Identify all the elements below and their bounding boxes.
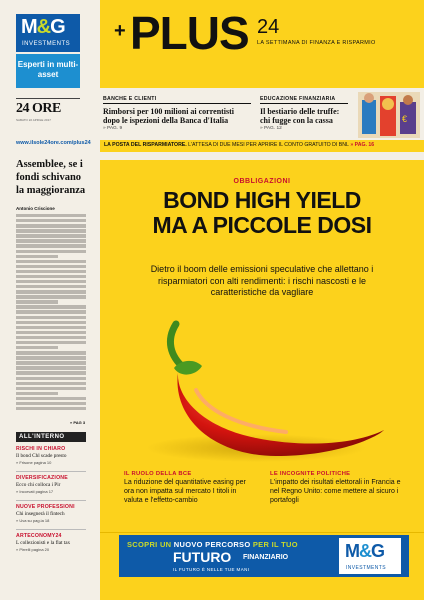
bar-text: L'ATTESA DI DUE MESI PER APRIRE IL CONTO GRATUITO DI BNL <box>188 142 349 148</box>
body-text-line <box>16 321 86 324</box>
bar-label: LA POSTA DEL RISPARMIATORE. <box>104 142 187 148</box>
body-text-line <box>16 387 86 390</box>
mg-logo-box[interactable] <box>16 14 80 52</box>
body-text-line <box>16 366 86 369</box>
divider <box>100 532 424 533</box>
plus-number: 24 <box>257 16 280 38</box>
body-text-line <box>16 402 86 405</box>
inside-item-page: » Frisone pagina 10 <box>16 460 52 465</box>
body-text-line <box>16 346 58 349</box>
main-story <box>100 160 424 600</box>
body-text-line <box>16 356 86 359</box>
inside-item-page: » Uva su pag.ia 18 <box>16 518 50 523</box>
ad-mg-logo <box>339 538 401 574</box>
body-text-line <box>16 260 86 263</box>
teaser-educazione[interactable] <box>260 96 348 131</box>
body-text-line <box>16 214 86 217</box>
inside-item-page: » Pirrelli pagina 20 <box>16 547 50 552</box>
inside-item-page: » Incorvati pagina 17 <box>16 489 54 494</box>
inside-item-section: DIVERSIFICAZIONE <box>16 475 68 481</box>
masthead-name: 24 ORE <box>16 101 61 116</box>
body-text-line <box>16 407 86 410</box>
main-headline[interactable] <box>100 188 424 239</box>
teaser-page: » PAG. 12 <box>260 126 282 132</box>
teaser-title: Il bestiario delle truffe: chi fugge con la cassa <box>260 107 340 126</box>
col-text: La riduzione del quantitative easing per ora non impatta sul mercato I titoli in valuta e l'effetto-cambio <box>124 479 246 504</box>
inside-heading: ALL'INTERNO <box>16 432 86 442</box>
divider <box>16 529 86 530</box>
body-text-line <box>16 377 86 380</box>
main-section: OBBLIGAZIONI <box>233 178 291 185</box>
body-text-line <box>16 265 86 268</box>
body-text-line <box>16 234 86 237</box>
inside-item[interactable] <box>16 533 86 552</box>
body-text-line <box>16 382 86 385</box>
ad-logo-sub: INVESTMENTS <box>346 565 386 571</box>
body-text-line <box>16 310 86 313</box>
inside-item-section: RISCHI IN CHIARO <box>16 446 66 452</box>
body-text-line <box>16 280 86 283</box>
bce-box[interactable] <box>124 471 256 506</box>
body-text-line <box>16 229 86 232</box>
lead-author: Antonio Criscione <box>16 206 55 211</box>
col-section: LE INCOGNITE POLITICHE <box>270 471 351 477</box>
ad-line3: IL FUTURO È NELLE TUE MANI <box>173 567 250 572</box>
col-section: IL RUOLO DELLA BCE <box>124 471 192 477</box>
lead-page-ref: » PAG 3 <box>70 420 86 425</box>
teaser-category: EDUCAZIONE FINANZIARIA <box>260 96 348 104</box>
inside-item-title: Chi insegnerà il fintech <box>16 511 65 517</box>
body-text-line <box>16 250 86 253</box>
lead-body-text <box>16 214 86 412</box>
promo-esperti[interactable]: Esperti in multi-asset <box>16 54 80 88</box>
body-text-line <box>16 371 86 374</box>
inside-item-section: ARTECONOMY24 <box>16 533 62 539</box>
body-text-line <box>16 239 86 242</box>
ad-logo-text: M&G <box>345 541 385 561</box>
body-text-line <box>16 290 86 293</box>
body-text-line <box>16 351 86 354</box>
body-text-line <box>16 305 86 308</box>
bar-page: » PAG. 16 <box>350 142 375 148</box>
main-headline-line1: BOND HIGH YIELD <box>163 187 361 213</box>
ad-line1-c: PER IL TUO <box>252 540 298 549</box>
posta-risparmiatore-bar[interactable] <box>100 140 424 152</box>
body-text-line <box>16 244 86 247</box>
body-text-line <box>16 285 86 288</box>
body-text-line <box>16 341 86 344</box>
body-text-line <box>16 255 58 258</box>
teaser-banche[interactable] <box>103 96 251 131</box>
body-text-line <box>16 224 86 227</box>
body-text-line <box>16 295 86 298</box>
left-column <box>0 0 100 600</box>
inside-item-title: Ecco chi colloca i Pir <box>16 482 61 488</box>
politica-box[interactable] <box>270 471 410 506</box>
ad-line2b: FINANZIARIO <box>243 554 289 561</box>
teaser-title: Rimborsi per 100 milioni ai correntisti dopo le ispezioni della Banca d'Italia <box>103 107 235 126</box>
svg-text:€: € <box>402 114 408 124</box>
inside-item[interactable] <box>16 446 86 465</box>
mg-advert[interactable] <box>119 535 409 577</box>
masthead <box>16 98 80 123</box>
ad-line1-b: NUOVO PERCORSO <box>173 540 251 549</box>
chili-pepper-image <box>136 310 396 470</box>
teasers <box>100 92 424 138</box>
divider <box>16 500 86 501</box>
body-text-line <box>16 397 86 400</box>
ad-line2: FUTURO <box>173 549 232 565</box>
ad-line1-a: SCOPRI UN <box>127 540 172 549</box>
body-text-line <box>16 316 86 319</box>
inside-item-title: Il bond Chl scade presto <box>16 453 67 459</box>
inside-item-title: L collezionisti e la flat tax <box>16 540 71 546</box>
inside-item[interactable] <box>16 475 86 494</box>
ad-line1 <box>127 540 298 549</box>
body-text-line <box>16 270 86 273</box>
col-text: L'impatto dei risultati elettorali in Francia e nel Regno Unito: come mettere al sicuro i portafogli <box>270 479 401 504</box>
masthead-date: SABATO 22 APRILE 2017 <box>16 118 51 122</box>
teaser-page: » PAG. 9 <box>103 126 123 132</box>
site-url[interactable]: www.ilsole24ore.com/plus24 <box>16 140 91 146</box>
body-text-line <box>16 275 86 278</box>
mg-logo: M&G <box>21 16 65 38</box>
body-text-line <box>16 326 86 329</box>
teaser-category: BANCHE E CLIENTI <box>103 96 251 104</box>
plus24-header <box>100 0 424 88</box>
plus-cross-icon: + <box>114 20 126 42</box>
inside-item-section: NUOVE PROFESSIONI <box>16 504 75 510</box>
inside-item[interactable] <box>16 504 86 523</box>
body-text-line <box>16 219 86 222</box>
plus-title[interactable]: PLUS <box>130 7 249 59</box>
main-headline-line2: MA A PICCOLE DOSI <box>152 212 372 239</box>
body-text-line <box>16 300 58 303</box>
body-text-line <box>16 392 58 395</box>
body-text-line <box>16 336 86 339</box>
lead-headline[interactable]: Assemblee, se i fondi schivano la maggioranza <box>16 159 86 197</box>
illustration-image <box>358 92 420 138</box>
divider <box>16 471 86 472</box>
plus-tagline: LA SETTIMANA DI FINANZA E RISPARMIO <box>257 40 376 46</box>
main-subtitle: Dietro il boom delle emissioni speculative che allettano i risparmiatori con alti rendimenti: i rischi nascosti e le caratteristiche da vagliare <box>150 264 374 298</box>
body-text-line <box>16 361 86 364</box>
body-text-line <box>16 331 86 334</box>
mg-logo-sub: INVESTMENTS <box>22 41 71 47</box>
